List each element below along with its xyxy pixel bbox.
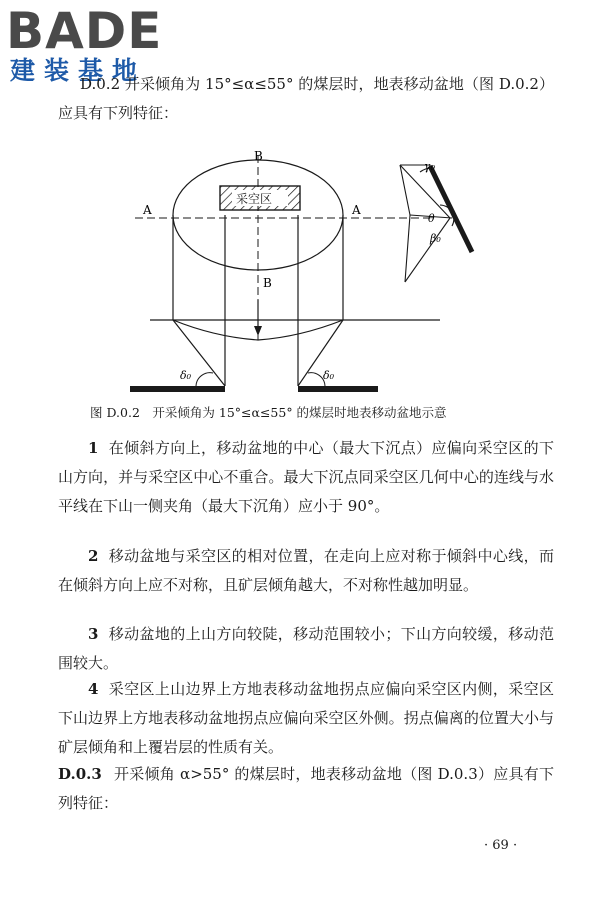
section-d03 [58,760,554,818]
item-1-text: 在倾斜方向上，移动盆地的中心（最大下沉点）应偏向采空区的下山方向，并与采空区中心不重合。最大下沉点同采空区几何中心的连线与水平线在下山一侧夹角（最大下沉角）应小于 90°。 [58,439,554,515]
item-3 [58,620,554,678]
item-2-text: 移动盆地与采空区的相对位置，在走向上应对称于倾斜中心线，而在倾斜方向上应不对称，且矿层倾角越大，不对称性越加明显。 [58,547,554,594]
coal-seam-right [298,386,378,392]
item-4-number: 4 [88,680,99,698]
coal-seam-left [130,386,225,392]
label-delta-left: δ₀ [180,369,192,382]
subsidence-figure [0,140,600,400]
item-3-text: 移动盆地的上山方向较陡，移动范围较小；下山方向较缓，移动范围较大。 [58,625,554,672]
item-1 [58,434,554,521]
label-b-top: B [254,149,263,163]
label-b-mid: B [263,276,272,290]
label-beta: β₀ [430,232,441,245]
page-number: · 69 · [484,838,518,853]
section-number: D.0.3 [58,765,102,783]
label-gamma: γ₀ [424,160,435,173]
label-goaf: 采空区 [236,192,273,206]
item-4 [58,675,554,762]
item-2-number: 2 [88,547,99,565]
item-2 [58,542,554,600]
logo-subtitle: 建装基地 [10,56,147,85]
item-3-number: 3 [88,625,99,643]
item-1-number: 1 [88,439,99,457]
intro-paragraph: D.0.2 开采倾角为 15°≤α≤55° 的煤层时，地表移动盆地（图 D.0.2）应具有下列特征： [58,75,554,122]
label-delta-right: δ₀ [323,369,335,382]
section-text: 开采倾角 α>55° 的煤层时，地表移动盆地（图 D.0.3）应具有下列特征： [58,765,554,812]
label-a-right: A [352,203,361,217]
logo-wordmark: BADE [6,2,163,60]
item-4-text: 采空区上山边界上方地表移动盆地拐点应偏向采空区内侧，采空区下山边界上方地表移动盆地拐点应偏向采空区外侧。拐点偏离的位置大小与矿层倾角和上覆岩层的性质有关。 [58,680,554,756]
figure-caption: 图 D.0.2 开采倾角为 15°≤α≤55° 的煤层时地表移动盆地示意 [90,405,447,420]
label-a-left: A [143,203,152,217]
label-theta: θ [428,212,435,225]
